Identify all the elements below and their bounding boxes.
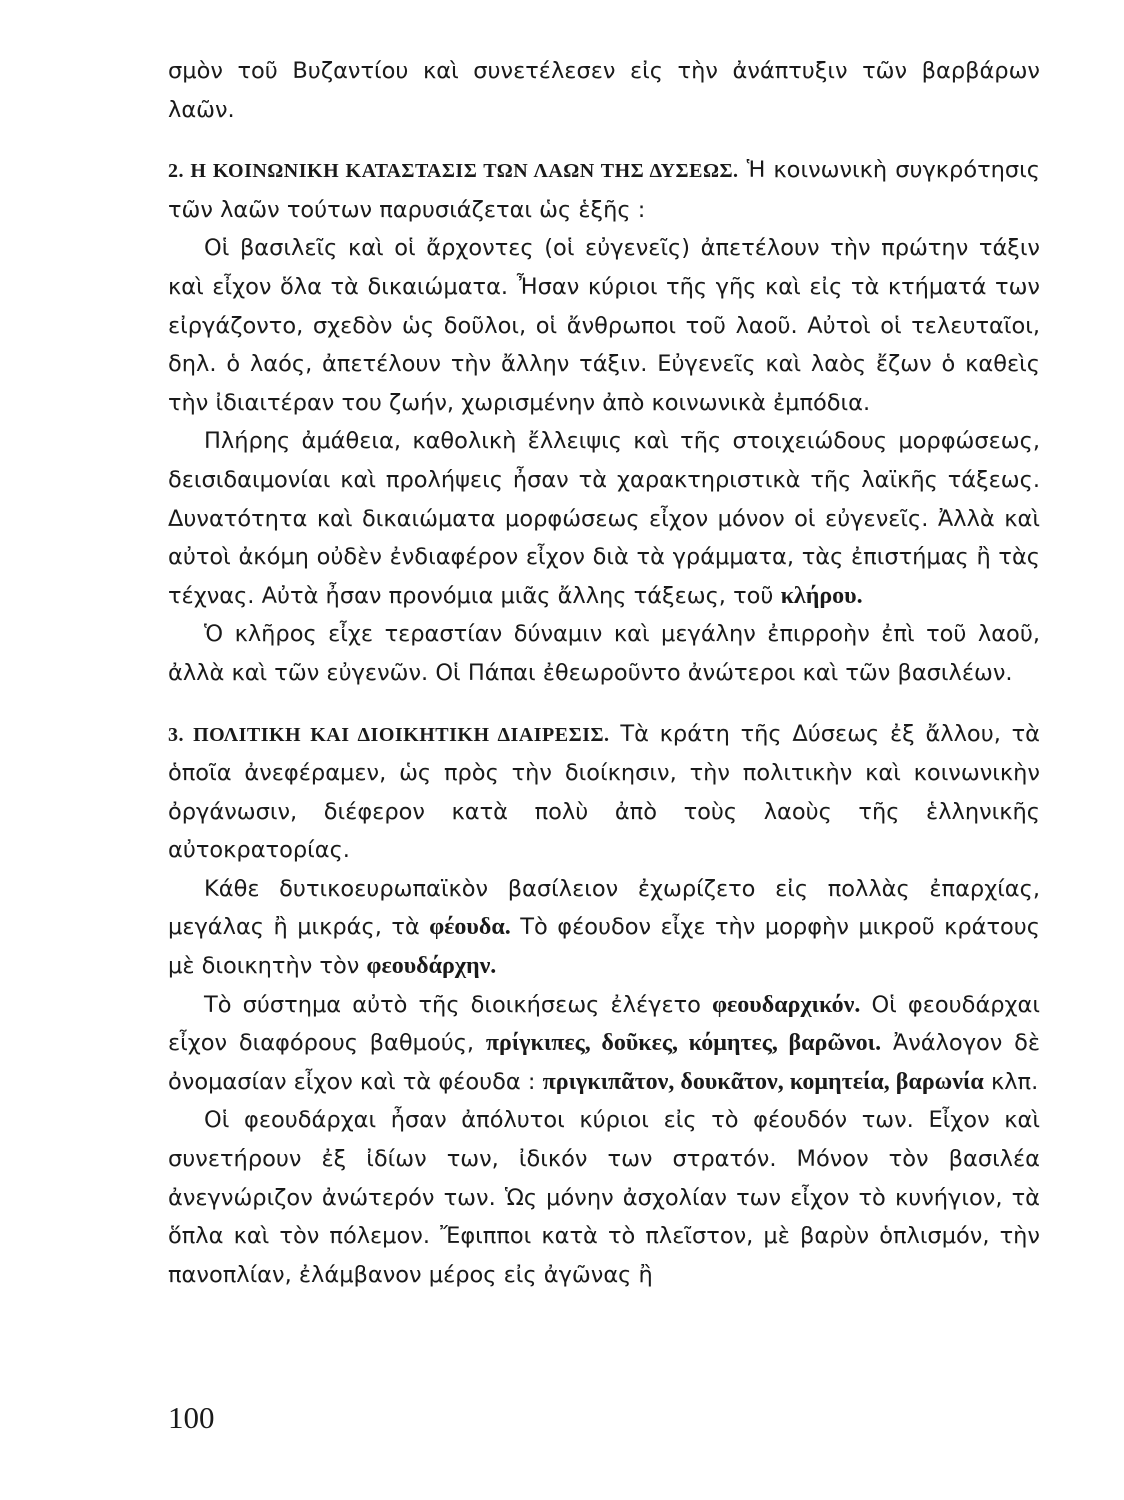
section-2-paragraph-2 [168, 422, 1040, 615]
section-3-paragraph-3: Οἱ φεουδάρχαι ἦσαν ἀπόλυτοι κύριοι εἰς τὸ φέουδόν των. Εἶχον καὶ συνετήρουν ἐξ ἰδίων των, ἰδικόν των στρατόν. Μόνον τὸν βασιλέα ἀνεγνώριζον ἀνώτερόν των. Ὡς μόνην ἀσχολίαν των εἶχον τὸ κυνήγιον, τὰ ὅπλα καὶ τὸν πόλεμον. Ἔφιπποι κατὰ τὸ πλεῖστον, μὲ βαρὺν ὁπλισμόν, τὴν πανοπλίαν, ἐλάμβανον μέρος εἰς ἀγῶνας ἢ [168, 1107, 1040, 1288]
bold-term-feoudarchikon: φεουδαρχικόν. [712, 991, 861, 1018]
section-3-p2-text-d: Ἀνάλογον δὲ ὀνομασίαν εἶχον καὶ τὰ φέουδα : [168, 1030, 1041, 1095]
section-3-heading: 3. ΠΟΛΙΤΙΚΗ ΚΑΙ ΔΙΟΙΚΗΤΙΚΗ ΔΙΑΙΡΕΣΙΣ. [168, 723, 610, 746]
section-3-p1-text-c: Τὸ φέουδον εἶχε τὴν μορφὴν μικροῦ κράτους μὲ διοικητὴν τὸν [168, 914, 1041, 980]
section-2-intro-paragraph [168, 151, 1040, 229]
bold-term-kleros: κλήρου. [780, 582, 863, 609]
section-3-p2-text-c: Οἱ φεουδάρχαι εἶχον διαφόρους βαθμούς, [168, 991, 1041, 1057]
page-number: 100 [168, 1400, 215, 1435]
section-3-paragraph-2 [168, 986, 1040, 1102]
section-2-paragraph-3: Ὁ κλῆρος εἶχε τεραστίαν δύναμιν καὶ μεγάλην ἐπιρροὴν ἐπὶ τοῦ λαοῦ, ἀλλὰ καὶ τῶν εὐγενῶν. Οἱ Πάπαι ἐθεωροῦντο ἀνώτεροι καὶ τῶν βασιλέων. [168, 621, 1040, 686]
section-3-p2-text-e: κλπ. [990, 1068, 1039, 1095]
bold-term-feouda: φέουδα. [429, 914, 511, 941]
section-3-p2-text-a: Τὸ σύστημα αὐτὸ τῆς διοικήσεως ἐλέγετο [204, 991, 701, 1018]
section-2-heading: 2. Η ΚΟΙΝΩΝΙΚΗ ΚΑΤΑΣΤΑΣΙΣ ΤΩΝ ΛΑΩΝ ΤΗΣ ΔΥΣΕΩΣ. [168, 160, 739, 183]
section-3-intro-text: Τὰ κράτη τῆς Δύσεως ἐξ ἄλλου, τὰ ὁποῖα ἀνεφέραμεν, ὡς πρὸς τὴν διοίκησιν, τὴν πολιτικὴν καὶ κοινωνικὴν ὀργάνωσιν, διέφερον κατὰ πολὺ ἀπὸ τοὺς λαοὺς τῆς ἑλληνικῆς αὐτοκρατορίας. [168, 720, 1041, 864]
bold-term-domains: πριγκιπᾶτον, δουκᾶτον, κομητεία, βαρωνία [542, 1068, 984, 1095]
book-page-body [168, 52, 1040, 1294]
section-3-p1-text-a: Κάθε δυτικοευρωπαϊκὸν βασίλειον ἐχωρίζετο εἰς πολλὰς ἐπαρχίας, μεγάλας ἢ μικράς, τὰ [168, 875, 1040, 941]
bold-term-ranks: πρίγκιπες, δοῦκες, κόμητες, βαρῶνοι. [485, 1030, 882, 1057]
section-3-paragraph-1 [168, 870, 1040, 986]
section-2-paragraph-1: Οἱ βασιλεῖς καὶ οἱ ἄρχοντες (οἱ εὐγενεῖς) ἀπετέλουν τὴν πρώτην τάξιν καὶ εἶχον ὅλα τὰ δικαιώματα. Ἦσαν κύριοι τῆς γῆς καὶ εἰς τὰ κτήματά των εἰργάζοντο, σχεδὸν ὡς δοῦλοι, οἱ ἄνθρωποι τοῦ λαοῦ. Αὐτοὶ οἱ τελευταῖοι, δηλ. ὁ λαός, ἀπετέλουν τὴν ἄλλην τάξιν. Εὐγενεῖς καὶ λαὸς ἔζων ὁ καθεὶς τὴν ἰδιαιτέραν του ζωήν, χωρισμένην ἀπὸ κοινωνικὰ ἐμπόδια. [168, 235, 1040, 416]
continued-paragraph: σμὸν τοῦ Βυζαντίου καὶ συνετέλεσεν εἰς τὴν ἀνάπτυξιν τῶν βαρβάρων λαῶν. [168, 58, 1040, 123]
section-2-paragraph-2-text: Πλήρης ἀμάθεια, καθολικὴ ἔλλειψις καὶ τῆς στοιχειώδους μορφώσεως, δεισιδαιμονίαι καὶ προλήψεις ἦσαν τὰ χαρακτηριστικὰ τῆς λαϊκῆς τάξεως. Δυνατότητα καὶ δικαιώματα μορφώσεως εἶχον μόνον οἱ εὐγενεῖς. Ἀλλὰ καὶ αὐτοὶ ἀκόμη οὐδὲν ἐνδιαφέρον εἶχον διὰ τὰ γράμματα, τὰς ἐπιστήμας ἢ τὰς τέχνας. Αὐτὰ ἦσαν προνόμια μιᾶς ἄλλης τάξεως, τοῦ [168, 428, 1040, 609]
section-2-intro-text: Ἡ κοινωνικὴ συγκρότησις τῶν λαῶν τούτων παρυσιάζεται ὡς ἑξῆς : [168, 157, 1040, 223]
bold-term-feoudarchin: φεουδάρχην. [366, 953, 497, 980]
section-3-intro-paragraph [168, 715, 1040, 870]
